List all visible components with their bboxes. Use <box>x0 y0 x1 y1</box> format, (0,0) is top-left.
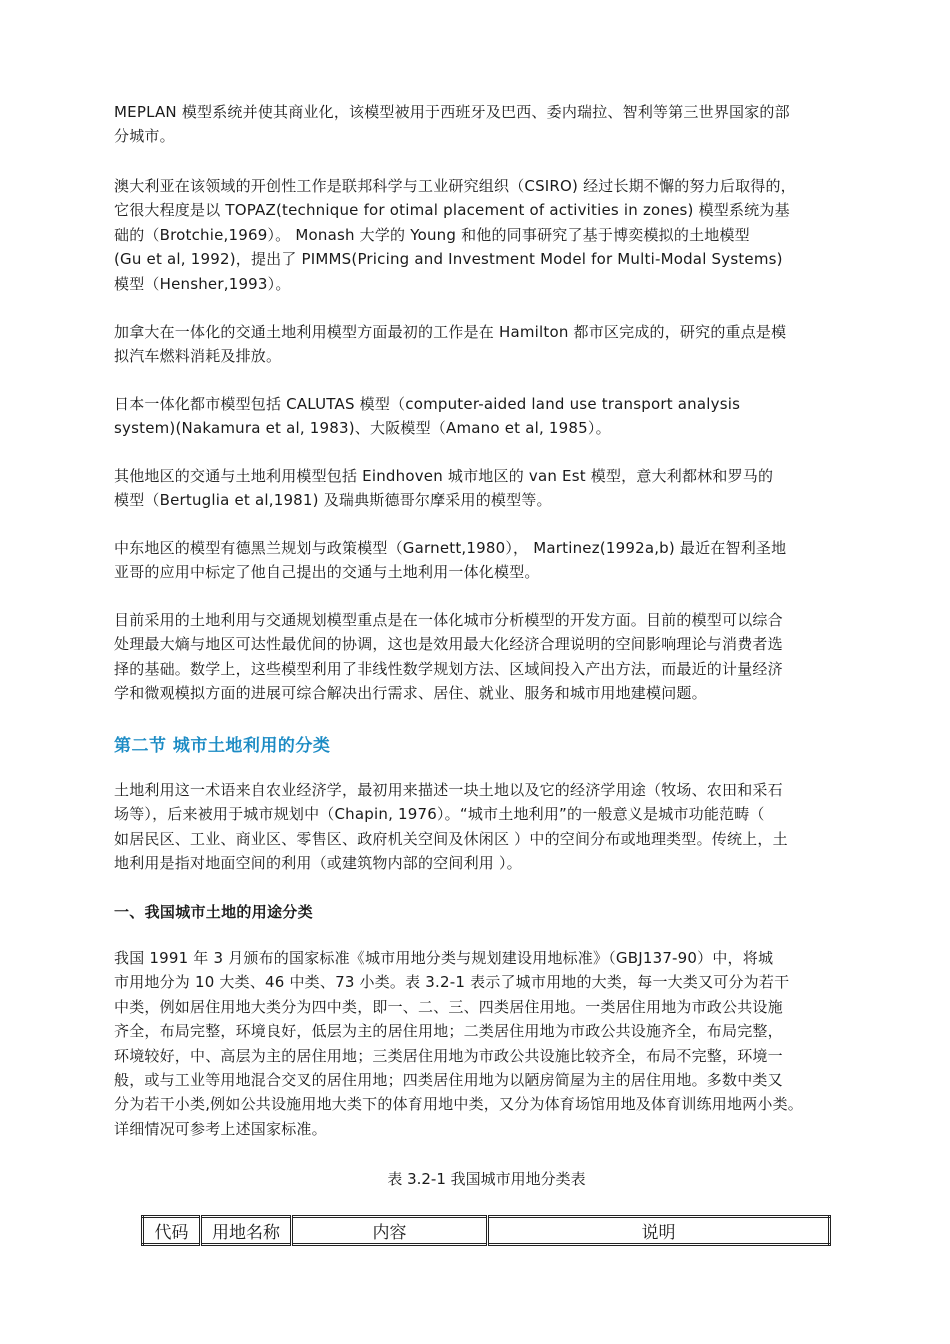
text-line: 市用地分为 10 大类、46 中类、73 小类。表 3.2-1 表示了城市用地的大类，每一大类又可分为若干 <box>114 973 790 992</box>
table-header-note: 说明 <box>641 1223 676 1243</box>
table-header-code: 代码 <box>143 1217 201 1245</box>
text-line: 其他地区的交通与土地利用模型包括 Eindhoven 城市地区的 van Est 模型，意大利都林和罗马的 <box>114 467 774 485</box>
section-title: 第二节 城市土地利用的分类 <box>114 736 331 756</box>
paragraph-meplan <box>114 100 859 149</box>
text-line: 般，或与工业等用地混合交叉的居住用地；四类居住用地为以陋房简屋为主的居住用地。多数中类又 <box>114 1071 783 1090</box>
paragraph-japan <box>114 392 859 441</box>
paragraph-canada <box>114 320 859 369</box>
table-header-row <box>143 1217 830 1245</box>
text-line: 择的基础。数学上，这些模型利用了非线性数学规划方法、区域间投入产出方法，而最近的计量经济 <box>114 659 783 678</box>
text-line: (Gu et al, 1992)，提出了 PIMMS(Pricing and Investment Model for Multi-Modal Systems) <box>114 250 783 269</box>
text-line: 分城市。 <box>114 127 175 146</box>
text-line: 场等），后来被用于城市规划中（Chapin, 1976）。“城市土地利用”的一般意义是城市功能范畴（ <box>114 805 765 824</box>
text-line: 它很大程度是以 TOPAZ(technique for otimal placement of activities in zones) 模型系统为基 <box>114 201 790 220</box>
text-line: 拟汽车燃料消耗及排放。 <box>114 347 282 366</box>
table-header-name: 用地名称 <box>201 1217 292 1245</box>
text-line: MEPLAN 模型系统并使其商业化，该模型被用于西班牙及巴西、委内瑞拉、智利等第三世界国家的部 <box>114 103 790 121</box>
text-line: system)(Nakamura et al, 1983)、大阪模型（Amano et al, 1985）。 <box>114 419 611 438</box>
text-line: 中东地区的模型有德黑兰规划与政策模型（Garnett,1980）， Martinez(1992a,b) 最近在智利圣地 <box>114 539 787 557</box>
text-line: 澳大利亚在该领域的开创性工作是联邦科学与工业研究组织（CSIRO) 经过长期不懈的努力后取得的， <box>114 177 796 195</box>
paragraph-australia <box>114 174 859 296</box>
text-line: 日本一体化都市模型包括 CALUTAS 模型（computer-aided land use transport analysis <box>114 395 741 413</box>
text-line: 如居民区、工业、商业区、零售区、政府机关空间及休闲区 ）中的空间分布或地理类型。传统上，土 <box>114 829 788 848</box>
text-line: 处理最大熵与地区可达性最优间的协调，这也是效用最大化经济合理说明的空间影响理论与消费者选 <box>114 635 783 654</box>
paragraph-national-standard <box>114 946 859 1141</box>
text-line: 我国 1991 年 3 月颁布的国家标准《城市用地分类与规划建设用地标准》（GBJ137-90）中，将城 <box>114 949 774 967</box>
text-line: 础的（Brotchie,1969）。 Monash 大学的 Young 和他的同事研究了基于博奕模拟的土地模型 <box>114 225 750 244</box>
text-line: 模型（Hensher,1993）。 <box>114 274 291 293</box>
land-use-table <box>141 1215 831 1246</box>
text-line: 中类，例如居住用地大类分为四中类，即一、二、三、四类居住用地。一类居住用地为市政公共设施 <box>114 997 783 1016</box>
paragraph-middle-east <box>114 536 859 585</box>
text-line: 齐全，布局完整，环境良好，低层为主的居住用地；二类居住用地为市政公共设施齐全，布局完整， <box>114 1022 783 1041</box>
text-line: 学和微观模拟方面的进展可综合解决出行需求、居住、就业、服务和城市用地建模问题。 <box>114 684 707 703</box>
text-line: 分为若干小类,例如公共设施用地大类下的体育用地中类，又分为体育场馆用地及体育训练用地两小类。 <box>114 1095 803 1114</box>
text-line: 土地利用这一术语来自农业经济学，最初用来描述一块土地以及它的经济学用途（牧场、农田和采石 <box>114 781 783 799</box>
text-line: 环境较好，中、高层为主的居住用地；三类居住用地为市政公共设施比较齐全，布局不完整，环境一 <box>114 1046 783 1065</box>
paragraph-land-use-definition <box>114 778 859 876</box>
text-line: 亚哥的应用中标定了他自己提出的交通与土地利用一体化模型。 <box>114 563 540 582</box>
paragraph-other-regions <box>114 464 859 513</box>
text-line: 加拿大在一体化的交通土地利用模型方面最初的工作是在 Hamilton 都市区完成的，研究的重点是模 <box>114 323 787 341</box>
text-line: 模型（Bertuglia et al,1981) 及瑞典斯德哥尔摩采用的模型等。 <box>114 491 552 510</box>
paragraph-current-models <box>114 608 859 706</box>
subsection-title: 一、我国城市土地的用途分类 <box>114 903 313 921</box>
text-line: 目前采用的土地利用与交通规划模型重点是在一体化城市分析模型的开发方面。目前的模型可以综合 <box>114 611 783 629</box>
text-line: 详细情况可参考上述国家标准。 <box>114 1119 327 1138</box>
table-caption: 表 3.2-1 我国城市用地分类表 <box>387 1170 586 1188</box>
text-line: 地利用是指对地面空间的利用（或建筑物内部的空间利用 ）。 <box>114 854 522 873</box>
table-header-content: 内容 <box>292 1217 488 1245</box>
